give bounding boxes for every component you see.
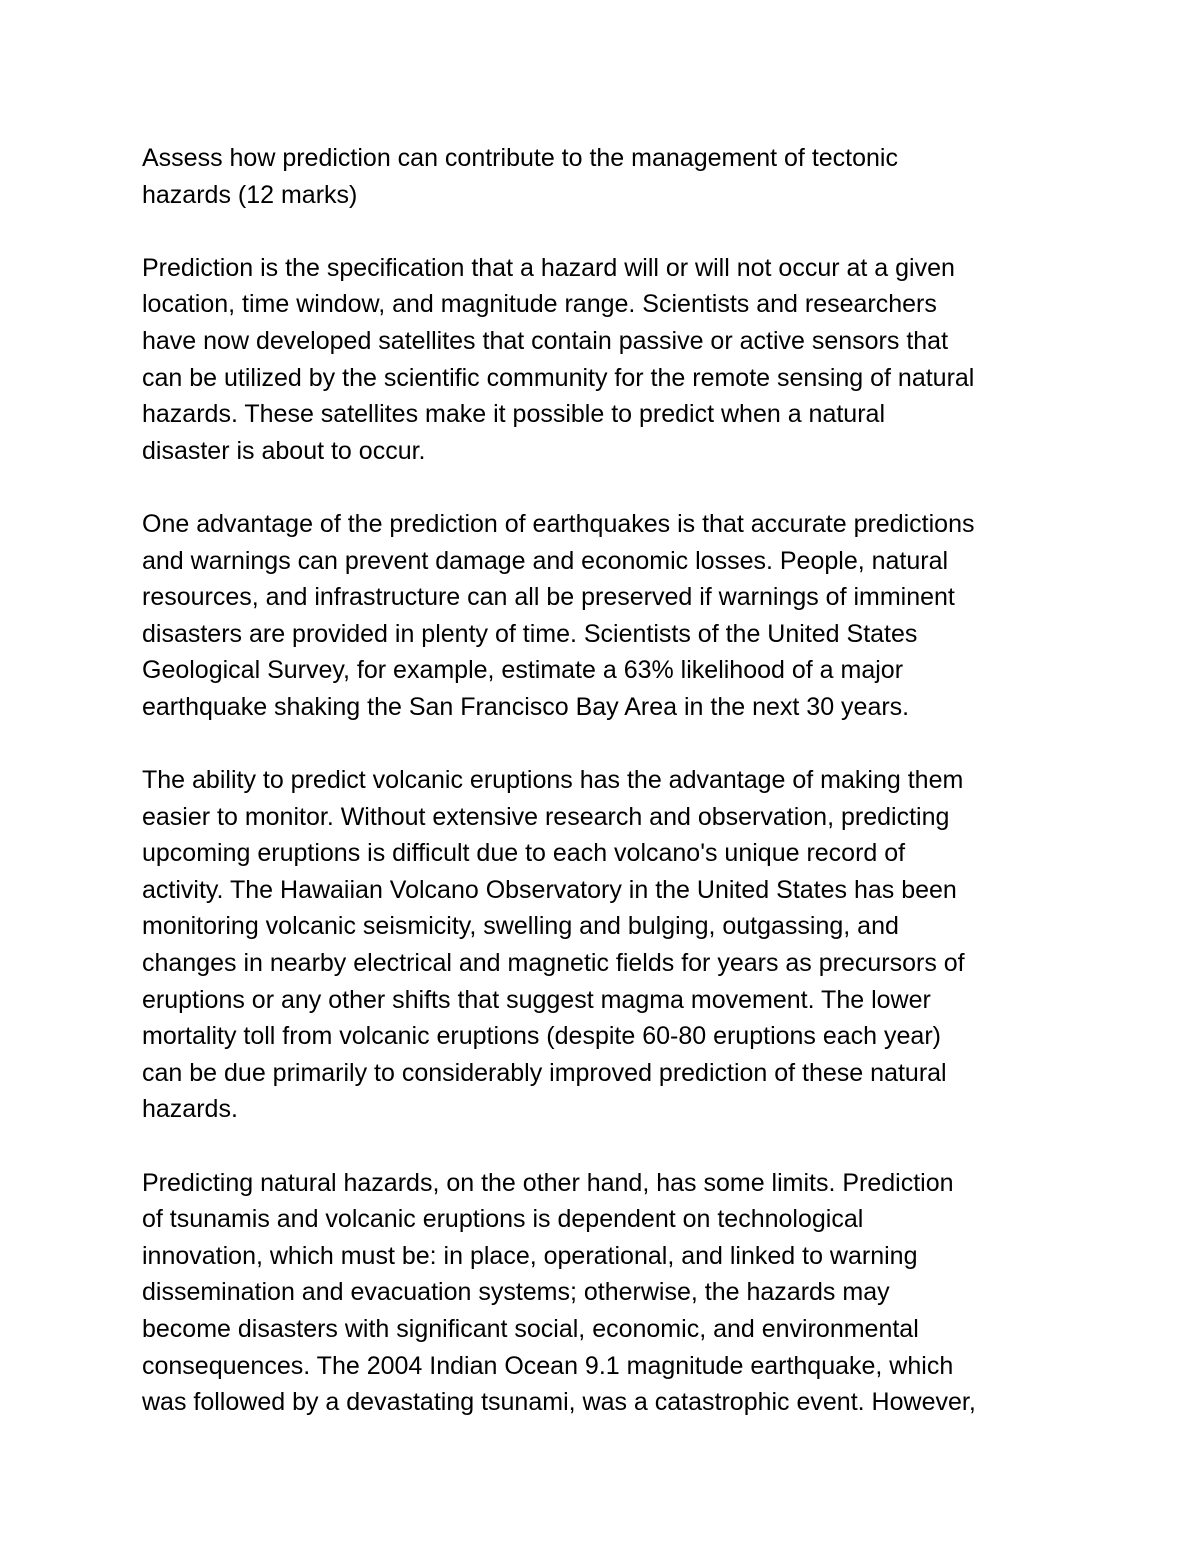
text-line: innovation, which must be: in place, operational, and linked to warning: [142, 1241, 918, 1270]
text-line: activity. The Hawaiian Volcano Observatory in the United States has been: [142, 875, 957, 904]
text-line: can be utilized by the scientific community for the remote sensing of natural: [142, 363, 975, 392]
text-line: and warnings can prevent damage and economic losses. People, natural: [142, 546, 949, 575]
text-line: Prediction is the specification that a hazard will or will not occur at a given: [142, 253, 955, 282]
document-body: [142, 140, 1082, 1421]
text-line: changes in nearby electrical and magnetic fields for years as precursors of: [142, 949, 965, 978]
title-line: hazards (12 marks): [142, 180, 358, 209]
text-line: was followed by a devastating tsunami, was a catastrophic event. However,: [142, 1388, 976, 1417]
text-line: resources, and infrastructure can all be preserved if warnings of imminent: [142, 583, 955, 612]
paragraph-spacer: [142, 726, 1082, 763]
paragraph-spacer: [142, 213, 1082, 250]
essay-question-title: [142, 140, 1082, 213]
paragraph-spacer: [142, 469, 1082, 506]
text-line: dissemination and evacuation systems; otherwise, the hazards may: [142, 1278, 890, 1307]
text-line: location, time window, and magnitude range. Scientists and researchers: [142, 290, 937, 319]
text-line: Predicting natural hazards, on the other hand, has some limits. Prediction: [142, 1168, 954, 1197]
paragraph-spacer: [142, 1128, 1082, 1165]
text-line: easier to monitor. Without extensive research and observation, predicting: [142, 802, 950, 831]
text-line: monitoring volcanic seismicity, swelling and bulging, outgassing, and: [142, 912, 899, 941]
text-line: have now developed satellites that contain passive or active sensors that: [142, 326, 949, 355]
text-line: disasters are provided in plenty of time. Scientists of the United States: [142, 619, 918, 648]
text-line: Geological Survey, for example, estimate a 63% likelihood of a major: [142, 656, 904, 685]
text-line: One advantage of the prediction of earthquakes is that accurate predictions: [142, 509, 975, 538]
text-line: of tsunamis and volcanic eruptions is dependent on technological: [142, 1205, 864, 1234]
title-line: Assess how prediction can contribute to the management of tectonic: [142, 144, 898, 172]
paragraph-earthquakes: [142, 506, 1082, 726]
text-line: hazards. These satellites make it possible to predict when a natural: [142, 400, 885, 429]
text-line: The ability to predict volcanic eruptions has the advantage of making them: [142, 766, 964, 795]
text-line: can be due primarily to considerably improved prediction of these natural: [142, 1058, 947, 1087]
paragraph-definition: [142, 250, 1082, 470]
paragraph-limitations: [142, 1165, 1082, 1421]
text-line: become disasters with significant social, economic, and environmental: [142, 1315, 919, 1343]
text-line: earthquake shaking the San Francisco Bay Area in the next 30 years.: [142, 692, 910, 721]
text-line: mortality toll from volcanic eruptions (despite 60-80 eruptions each year): [142, 1022, 941, 1051]
text-line: upcoming eruptions is difficult due to each volcano's unique record of: [142, 839, 906, 868]
paragraph-volcanic-eruptions: [142, 762, 1082, 1128]
text-line: consequences. The 2004 Indian Ocean 9.1 magnitude earthquake, which: [142, 1351, 954, 1380]
text-line: hazards.: [142, 1095, 238, 1124]
text-line: eruptions or any other shifts that suggest magma movement. The lower: [142, 985, 931, 1014]
text-line: disaster is about to occur.: [142, 436, 426, 465]
